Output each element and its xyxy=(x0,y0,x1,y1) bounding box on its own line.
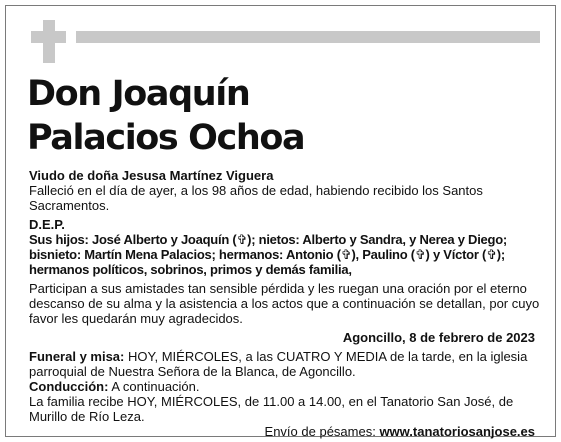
participation-text: Participan a sus amistades tan sensible pérdida y les ruegan una oración por el eterno descanso de su alma y la asistencia a los actos que a continuación se detallan, por cuyo favor les quedarán muy agradecidos. xyxy=(29,281,540,326)
header-bar xyxy=(76,31,540,43)
funeral-label: Funeral y misa: xyxy=(29,349,125,364)
conduction-text: A continuación. xyxy=(108,379,200,394)
conduction-info xyxy=(29,379,545,394)
conduction-label: Conducción: xyxy=(29,379,109,394)
wake-info: La familia recibe HOY, MIÉRCOLES, de 11.00 a 14.00, en el Tanatorio San José, de Murillo de Río Leza. xyxy=(29,394,514,424)
condolences-label: Envío de pésames: xyxy=(264,424,380,439)
obituary-body xyxy=(29,168,545,439)
deceased-name-line1: Don Joaquín xyxy=(27,74,250,114)
family-list: Sus hijos: José Alberto y Joaquín (✞); nietos: Alberto y Sandra, y Nerea y Diego; bisnieto: Martín Mena Palacios; hermanos: Antonio (✞), Paulino (✞) y Víctor (✞); hermanos políticos, sobrinos, primos y demás familia, xyxy=(29,232,507,277)
widow-line: Viudo de doña Jesusa Martínez Viguera xyxy=(29,168,274,183)
funeral-text: HOY, MIÉRCOLES, a las CUATRO Y MEDIA de la tarde, en la iglesia parroquial de Nuestra Señora de la Blanca, de Agoncillo. xyxy=(29,349,528,379)
death-notice: Falleció en el día de ayer, a los 98 años de edad, habiendo recibido los Santos Sacramentos. xyxy=(29,183,483,213)
condolences-url[interactable]: www.tanatoriosanjose.es xyxy=(379,424,535,439)
deceased-name xyxy=(27,72,304,160)
cross-icon xyxy=(31,20,66,63)
funeral-info xyxy=(29,349,545,379)
rip-label: D.E.P. xyxy=(29,217,65,232)
place-date: Agoncillo, 8 de febrero de 2023 xyxy=(342,330,535,345)
deceased-name-line2: Palacios Ochoa xyxy=(27,118,305,158)
condolences-line xyxy=(29,424,545,439)
